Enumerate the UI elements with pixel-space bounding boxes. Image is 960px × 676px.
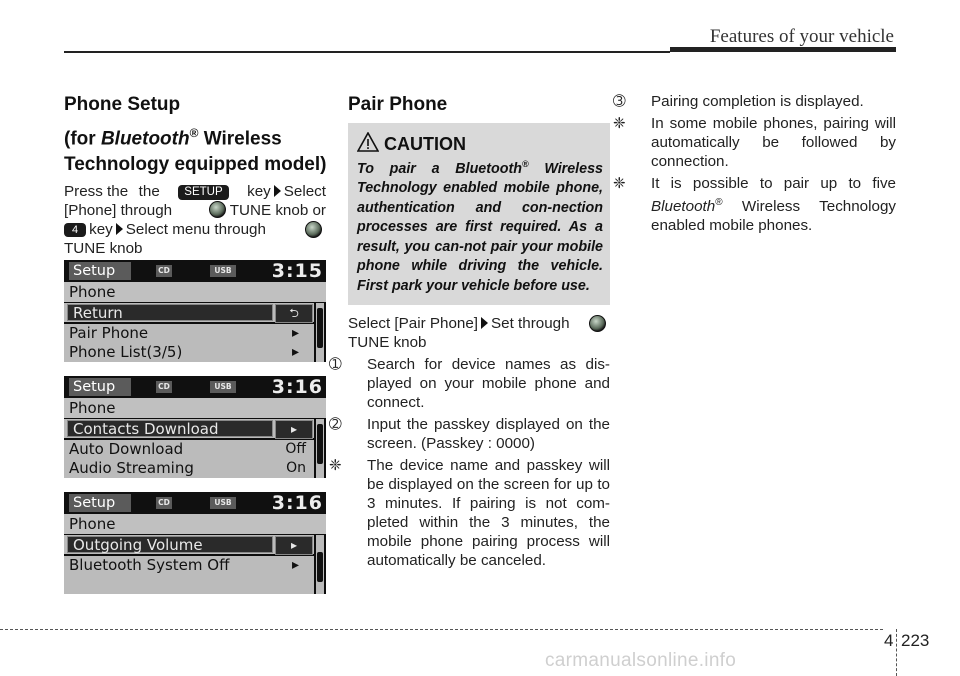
screen-title: Setup xyxy=(69,494,131,512)
header-rule-thick xyxy=(670,47,896,52)
screen-heading: Phone xyxy=(64,514,326,534)
watermark: carmanualsonline.info xyxy=(545,650,737,671)
caution-text: To pair a Bluetooth® Wireless Technology enabled mobile phone, authentication and con-nection processes are first required. As a result, you can-not pair your mobile phone while driving the vehicle. First park your vehicle before use. xyxy=(357,159,604,294)
menu-item-outgoing-volume[interactable]: Outgoing Volume xyxy=(67,536,273,553)
usb-badge: USB xyxy=(210,265,236,277)
key-4-icon: 4 xyxy=(64,223,86,237)
screen-title: Setup xyxy=(69,378,131,396)
heading-bluetooth: Bluetooth xyxy=(100,128,190,150)
page-number: 223 xyxy=(901,631,930,650)
usb-badge: USB xyxy=(210,497,236,509)
clock: 3:16 xyxy=(271,492,323,514)
menu-item-auto-download[interactable]: Auto Download xyxy=(64,440,314,459)
setup-instructions: Press the the SETUP key Select [Phone] through TUNE knob or 4 key Select menu through TUNE knob xyxy=(64,183,326,257)
note-five-phones: ❈ It is possible to pair up to five Bluetooth® Wireless Technology enabled mobile phones. xyxy=(613,175,896,235)
tune-knob-icon xyxy=(305,221,322,238)
scrollbar-thumb[interactable] xyxy=(317,424,323,464)
screen-heading: Phone xyxy=(64,398,326,418)
step-3: ➂ Pairing completion is displayed. xyxy=(613,93,864,110)
menu-item-pair-phone[interactable]: Pair Phone xyxy=(64,324,314,343)
clock: 3:15 xyxy=(271,260,323,282)
scrollbar-thumb[interactable] xyxy=(317,552,323,582)
running-header: Features of your vehicle xyxy=(709,26,894,47)
arrow-right-icon xyxy=(274,185,281,197)
cd-badge: CD xyxy=(156,381,172,393)
note-timeout: ❈ The device name and passkey will be displayed on the screen for up to 3 minutes. If pairing is not com-pleted within the 3 minutes, the mobile phone pairing process will automatically be canceled. xyxy=(329,457,610,569)
arrow-right-icon xyxy=(481,317,488,329)
tune-knob-icon xyxy=(209,201,226,218)
usb-badge: USB xyxy=(210,381,236,393)
chevron-right-icon: ▸ xyxy=(275,536,313,555)
heading-line-3: Technology equipped model) xyxy=(64,154,327,176)
cd-badge: CD xyxy=(156,265,172,277)
menu-item-phone-list[interactable]: Phone List(3/5) xyxy=(64,343,314,362)
footer-divider xyxy=(896,629,897,676)
scrollbar-thumb[interactable] xyxy=(317,308,323,348)
return-icon: ⮌ xyxy=(275,304,313,323)
caution-title: CAUTION xyxy=(384,134,466,154)
setup-key-icon: SETUP xyxy=(178,185,228,200)
step-2: ➁ Input the passkey displayed on the screen. (Passkey : 0000) xyxy=(329,416,610,452)
setup-screen-2 xyxy=(64,376,326,478)
pair-completion-notes xyxy=(613,92,896,235)
step-1: ➀ Search for device names as dis-played on your mobile phone and connect. xyxy=(329,356,610,411)
auto-download-value: Off xyxy=(285,441,306,457)
tune-knob-icon xyxy=(589,315,606,332)
chevron-right-icon: ▸ xyxy=(291,344,299,360)
audio-streaming-value: On xyxy=(286,460,306,476)
chapter-number: 4 xyxy=(884,631,894,650)
menu-item-audio-streaming[interactable]: Audio Streaming xyxy=(64,459,314,478)
setup-screen-1 xyxy=(64,260,326,362)
pair-instructions: Select [Pair Phone] Set through TUNE knob ➀ Search for device names as dis-played on your mobile phone and connect. ➁ Input the passkey displayed on the screen. (Passkey : 0000) ❈ The device name and passkey will be displayed on the screen for up to 3 minutes. If pairing is not com-pleted within the 3 minutes, the mobile phone pairing process will automatically be canceled. xyxy=(329,315,610,569)
chevron-right-icon: ▸ xyxy=(291,557,299,573)
warning-triangle-icon xyxy=(357,132,379,152)
header-rule xyxy=(64,51,670,53)
cd-badge: CD xyxy=(156,497,172,509)
section-heading xyxy=(64,92,334,177)
menu-item-return[interactable]: Return xyxy=(67,304,273,321)
chevron-right-icon: ▸ xyxy=(275,420,313,439)
screen-heading: Phone xyxy=(64,282,326,302)
screen-title: Setup xyxy=(69,262,131,280)
heading-line-1: Phone Setup xyxy=(64,94,181,115)
note-auto-connect: ❈ In some mobile phones, pairing will automatically be followed by connection. xyxy=(613,115,896,170)
footer-rule xyxy=(0,629,883,630)
heading-line-2: (for Bluetooth® Wireless xyxy=(64,126,282,150)
setup-screen-3 xyxy=(64,492,326,594)
menu-item-bluetooth-system-off[interactable]: Bluetooth System Off xyxy=(64,556,314,575)
pair-phone-heading: Pair Phone xyxy=(348,94,448,115)
clock: 3:16 xyxy=(271,376,323,398)
chevron-right-icon: ▸ xyxy=(291,325,299,341)
menu-item-contacts-download[interactable]: Contacts Download xyxy=(67,420,273,437)
arrow-right-icon xyxy=(116,223,123,235)
